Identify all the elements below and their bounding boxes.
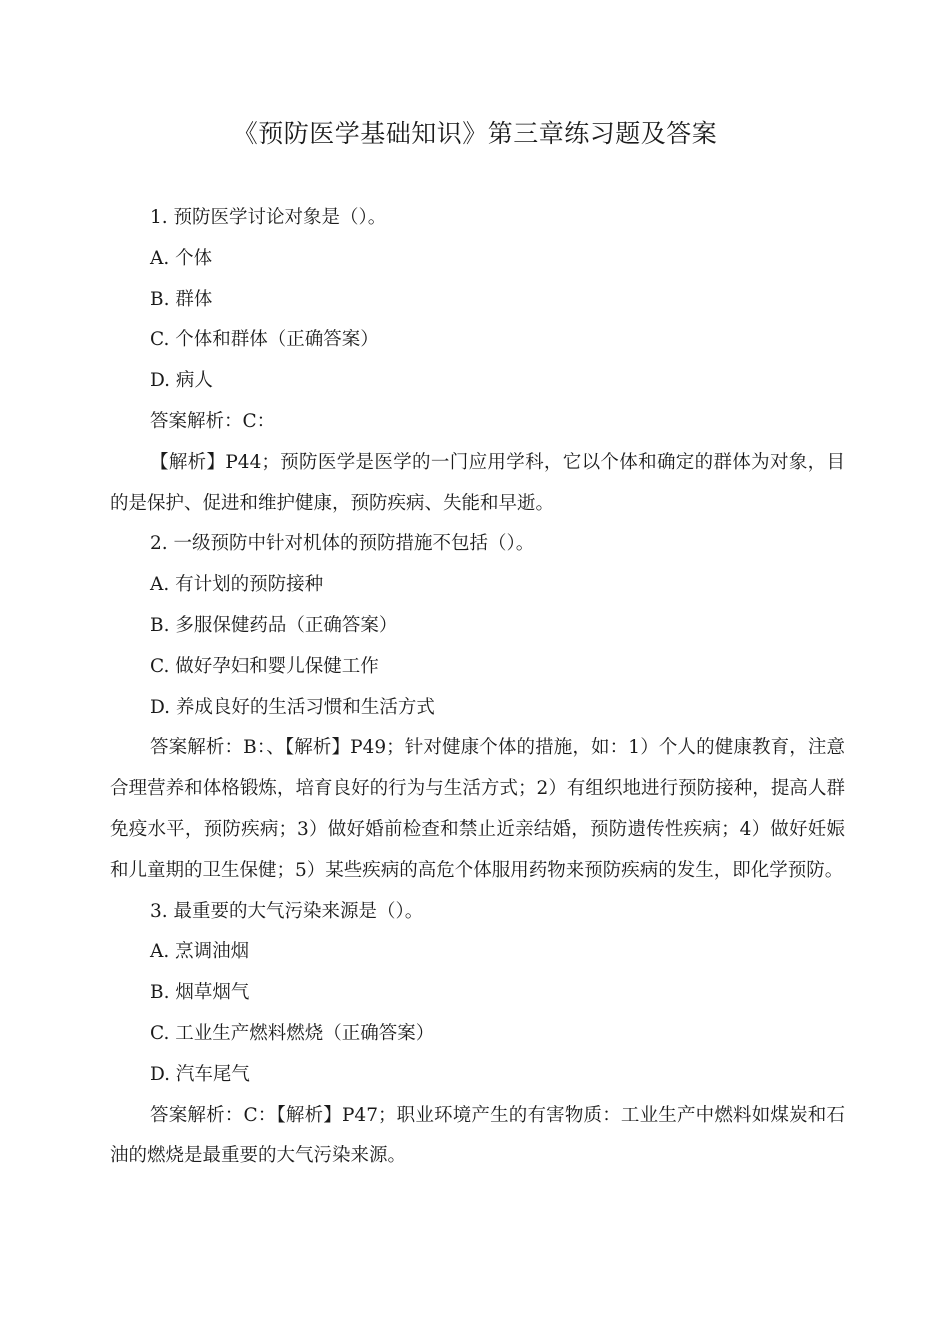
- question-list: [110, 198, 845, 1177]
- explanation-paragraph: 答案解析：C：【解析】P47；职业环境产生的有害物质：工业生产中燃料如煤炭和石油的燃烧是最重要的大气污染来源。: [110, 1104, 845, 1167]
- option-c: C. 个体和群体（正确答案）: [150, 329, 379, 351]
- option-c: C. 工业生产燃料燃烧（正确答案）: [150, 1022, 435, 1044]
- option-b: B. 群体: [150, 288, 213, 310]
- question-stem: 2. 一级预防中针对机体的预防措施不包括（）。: [150, 533, 535, 555]
- explanation-paragraph: 【解析】P44；预防医学是医学的一门应用学科，它以个体和确定的群体为对象，目的是保护、促进和维护健康，预防疾病、失能和早逝。: [110, 451, 845, 514]
- option-b: B. 烟草烟气: [150, 982, 250, 1004]
- page-title: 《预防医学基础知识》第三章练习题及答案: [232, 119, 718, 148]
- option-d: D. 病人: [150, 370, 213, 392]
- option-c: C. 做好孕妇和婴儿保健工作: [150, 655, 379, 677]
- explanation-paragraph: 答案解析：B：、【解析】P49；针对健康个体的措施，如：1）个人的健康教育，注意合理营养和体格锻炼，培育良好的行为与生活方式；2）有组织地进行预防接种，提高人群免疫水平，预防疾病；3）做好婚前检查和禁止近亲结婚，预防遗传性疾病；4）做好妊娠和儿童期的卫生保健；5）某些疾病的高危个体服用药物来预防疾病的发生，即化学预防。: [110, 737, 845, 881]
- question-stem: 1. 预防医学讨论对象是（）。: [150, 207, 387, 228]
- option-d: D. 汽车尾气: [150, 1063, 250, 1085]
- answer-line: 答案解析：C：: [150, 410, 276, 432]
- option-a: A. 个体: [150, 247, 213, 269]
- option-a: A. 有计划的预防接种: [150, 574, 324, 596]
- option-d: D. 养成良好的生活习惯和生活方式: [150, 696, 435, 718]
- option-b: B. 多服保健药品（正确答案）: [150, 614, 398, 636]
- question-stem: 3. 最重要的大气污染来源是（）。: [150, 900, 424, 922]
- option-a: A. 烹调油烟: [150, 941, 250, 963]
